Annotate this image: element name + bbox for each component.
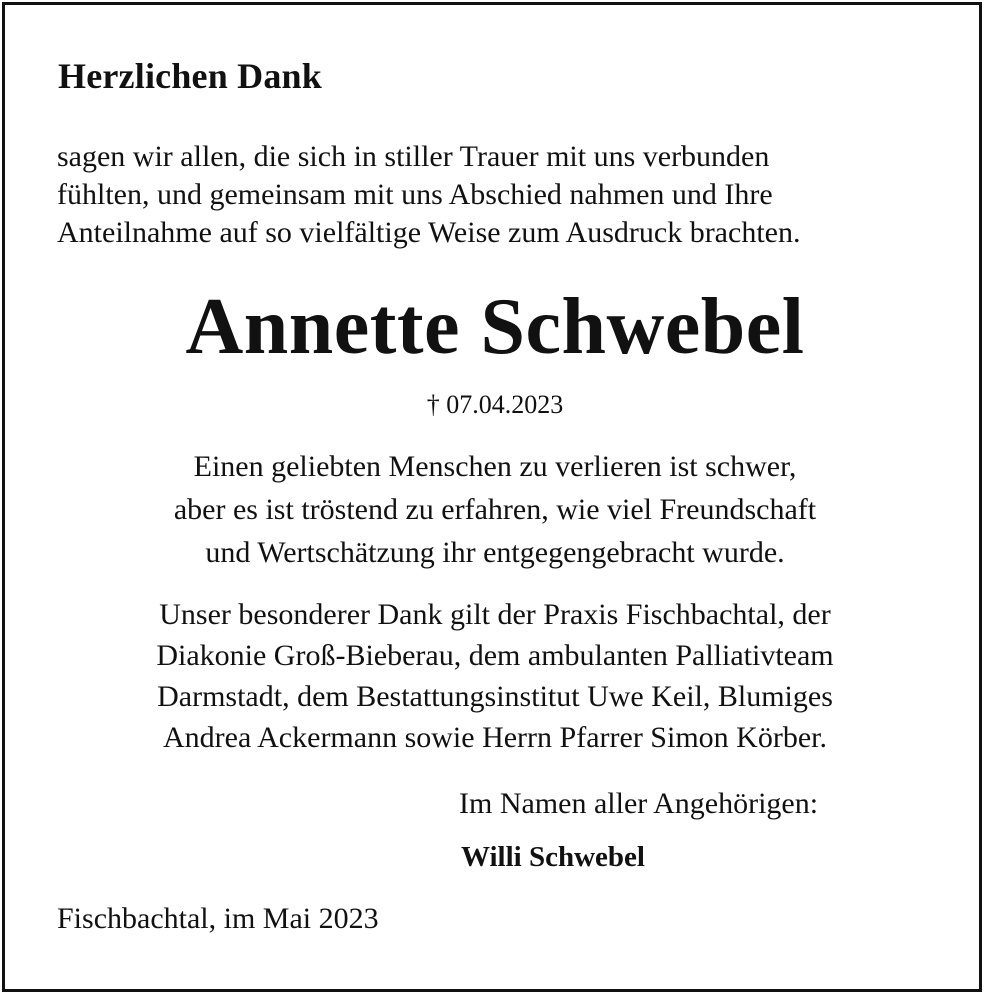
intro-line: sagen wir allen, die sich in stiller Trauer mit uns verbunden [57,140,770,173]
thanks-line: Unser besonderer Dank gilt der Praxis Fischbachtal, der [159,598,831,631]
intro-paragraph [57,138,937,252]
thanks-line: Andrea Ackermann sowie Herrn Pfarrer Simon Körber. [163,721,827,754]
thanks-line: Darmstadt, dem Bestattungsinstitut Uwe Keil, Blumiges [157,680,833,713]
thanks-line: Diakonie Groß-Bieberau, dem ambulanten Palliativteam [156,639,834,672]
quote-paragraph [0,445,990,574]
place-and-date: Fischbachtal, im Mai 2023 [57,902,379,935]
thanks-paragraph [0,594,990,758]
intro-line: fühlten, und gemeinsam mit uns Abschied nahmen und Ihre [57,178,773,211]
quote-line: aber es ist tröstend zu erfahren, wie viel Freundschaft [173,493,817,526]
intro-line: Anteilnahme auf so vielfältige Weise zum Ausdruck brachten. [57,216,801,249]
on-behalf-text: Im Namen aller Angehörigen: [459,787,819,820]
quote-line: Einen geliebten Menschen zu verlieren ist schwer, [193,450,797,483]
deceased-name: Annette Schwebel [185,283,805,371]
signer-name: Willi Schwebel [461,841,645,873]
death-date: † 07.04.2023 [426,390,564,419]
notice-heading: Herzlichen Dank [58,56,322,96]
quote-line: und Wertschätzung ihr entgegengebracht wurde. [205,536,785,569]
